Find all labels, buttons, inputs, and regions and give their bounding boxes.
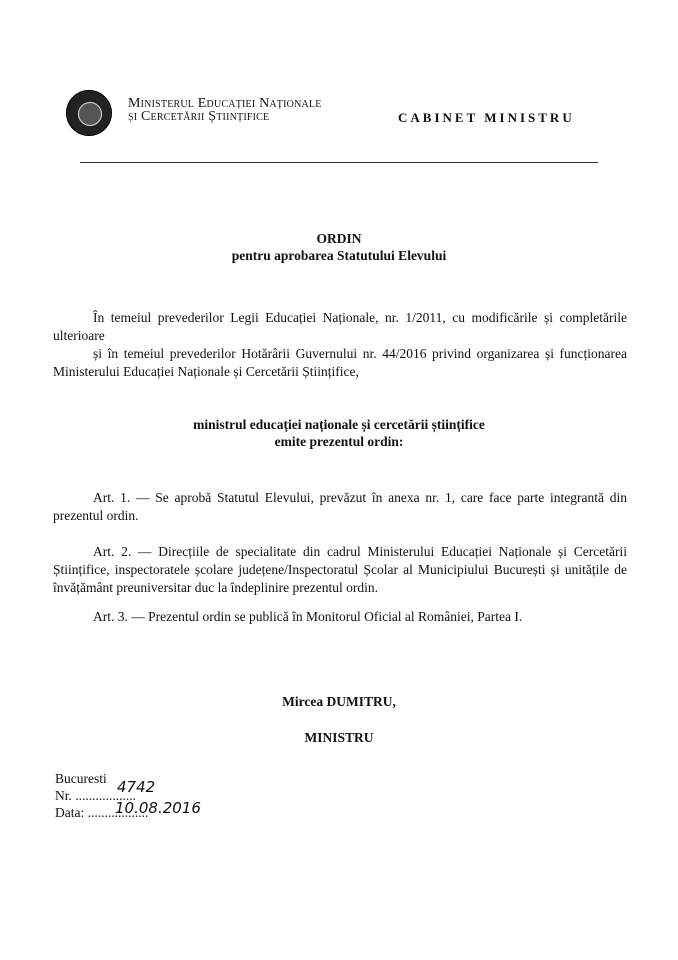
header-divider <box>80 162 598 163</box>
handwritten-number: 4742 <box>117 778 156 796</box>
city: Bucuresti <box>55 771 107 786</box>
preamble-2: și în temeiul prevederilor Hotărârii Guvernului nr. 44/2016 privind organizarea și funcționarea Ministerului Educației Naționale și Cercetării Științifice, <box>53 346 627 379</box>
cabinet-label: CABINET MINISTRU <box>398 110 575 125</box>
document-subtitle: pentru aprobarea Statutului Elevului <box>231 248 447 263</box>
ministry-line-1: Ministerul Educației Naționale <box>128 96 322 111</box>
signatory-name: Mircea DUMITRU, <box>282 694 396 709</box>
date-label: Data: .................. <box>55 805 149 820</box>
handwritten-date: 10.08.2016 <box>115 799 201 817</box>
article-3: Art. 3. — Prezentul ordin se publică în Monitorul Oficial al României, Partea I. <box>93 609 523 624</box>
ministry-name <box>128 97 322 123</box>
number-label: Nr. .................. <box>55 788 136 803</box>
date-line <box>55 799 201 821</box>
document-title: ORDIN <box>316 231 362 246</box>
issuer-line-2: emite prezentul ordin: <box>274 434 404 449</box>
preamble-1: În temeiul prevederilor Legii Educației Naționale, nr. 1/2011, cu modificările și completările ulterioare <box>53 310 627 343</box>
ministry-line-2: și Cercetării Științifice <box>128 109 270 124</box>
government-seal-logo <box>66 90 112 136</box>
article-2: Art. 2. — Direcțiile de specialitate din cadrul Ministerului Educației Naționale și Cercetării Științifice, inspectoratele școlare județene/Inspectoratul Școlar al Municipiului București și unitățile de învățământ preuniversitar duc la îndeplinire prezentul ordin. <box>53 544 627 595</box>
article-1: Art. 1. — Se aprobă Statutul Elevului, prevăzut în anexa nr. 1, care face parte integrantă din prezentul ordin. <box>53 490 627 523</box>
issuer-line-1: ministrul educației naționale și cercetării științifice <box>193 417 485 432</box>
registration-block <box>55 770 201 821</box>
signatory-title: MINISTRU <box>304 730 374 745</box>
